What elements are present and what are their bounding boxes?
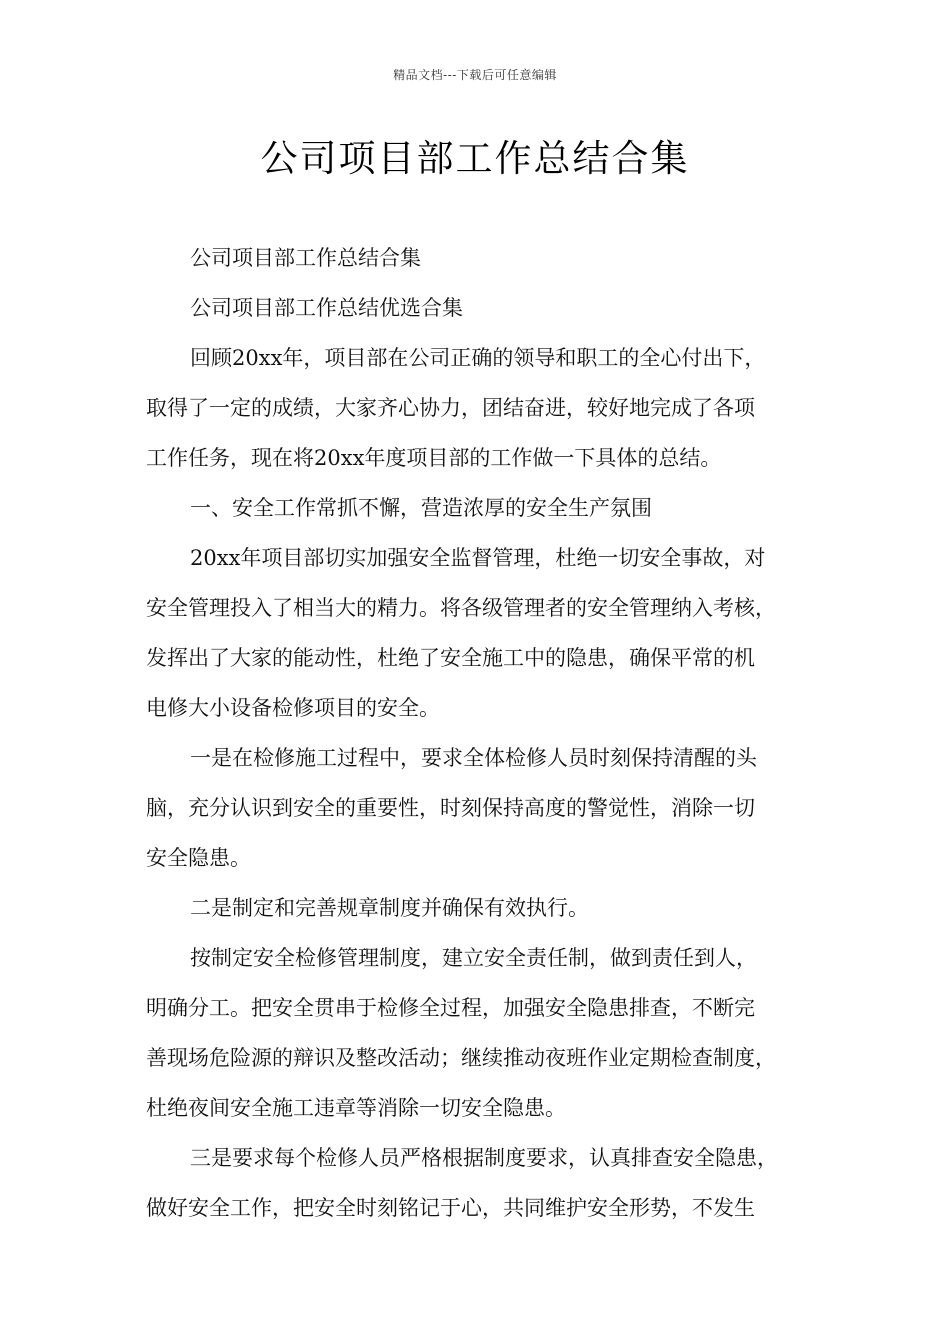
body-line: 杜绝夜间安全施工违章等消除一切安全隐患。 <box>146 1096 566 1120</box>
body-line: 安全管理投入了相当大的精力。将各级管理者的安全管理纳入考核， <box>146 596 776 620</box>
body-line: 安全隐患。 <box>146 846 251 870</box>
body-line: 二是制定和完善规章制度并确保有效执行。 <box>190 896 589 920</box>
body-line: 三是要求每个检修人员严格根据制度要求，认真排查安全隐患， <box>190 1146 778 1170</box>
body-line: 20xx年项目部切实加强安全监督管理，杜绝一切安全事故，对 <box>190 546 766 570</box>
body-line: 公司项目部工作总结合集 <box>190 246 421 270</box>
body-line: 脑，充分认识到安全的重要性，时刻保持高度的警觉性，消除一切 <box>146 796 755 820</box>
body-line: 做好安全工作，把安全时刻铭记于心，共同维护安全形势，不发生 <box>146 1196 755 1220</box>
header-note: 精品文档---下载后可任意编辑 <box>393 68 557 82</box>
body-line: 回顾20xx年，项目部在公司正确的领导和职工的全心付出下， <box>190 346 766 370</box>
document-body <box>146 233 826 1233</box>
body-line: 发挥出了大家的能动性，杜绝了安全施工中的隐患，确保平常的机 <box>146 646 755 670</box>
section-heading: 一、安全工作常抓不懈，营造浓厚的安全生产氛围 <box>190 496 652 520</box>
body-line: 善现场危险源的辩识及整改活动；继续推动夜班作业定期检查制度， <box>146 1046 776 1070</box>
body-line: 按制定安全检修管理制度，建立安全责任制，做到责任到人， <box>190 946 757 970</box>
body-line: 工作任务，现在将20xx年度项目部的工作做一下具体的总结。 <box>146 446 722 470</box>
document-title: 公司项目部工作总结合集 <box>260 137 690 180</box>
body-line: 明确分工。把安全贯串于检修全过程，加强安全隐患排查，不断完 <box>146 996 755 1020</box>
body-line: 取得了一定的成绩，大家齐心协力，团结奋进，较好地完成了各项 <box>146 396 755 420</box>
body-line: 一是在检修施工过程中，要求全体检修人员时刻保持清醒的头 <box>190 746 757 770</box>
body-line: 电修大小设备检修项目的安全。 <box>146 696 440 720</box>
body-line: 公司项目部工作总结优选合集 <box>190 296 463 320</box>
